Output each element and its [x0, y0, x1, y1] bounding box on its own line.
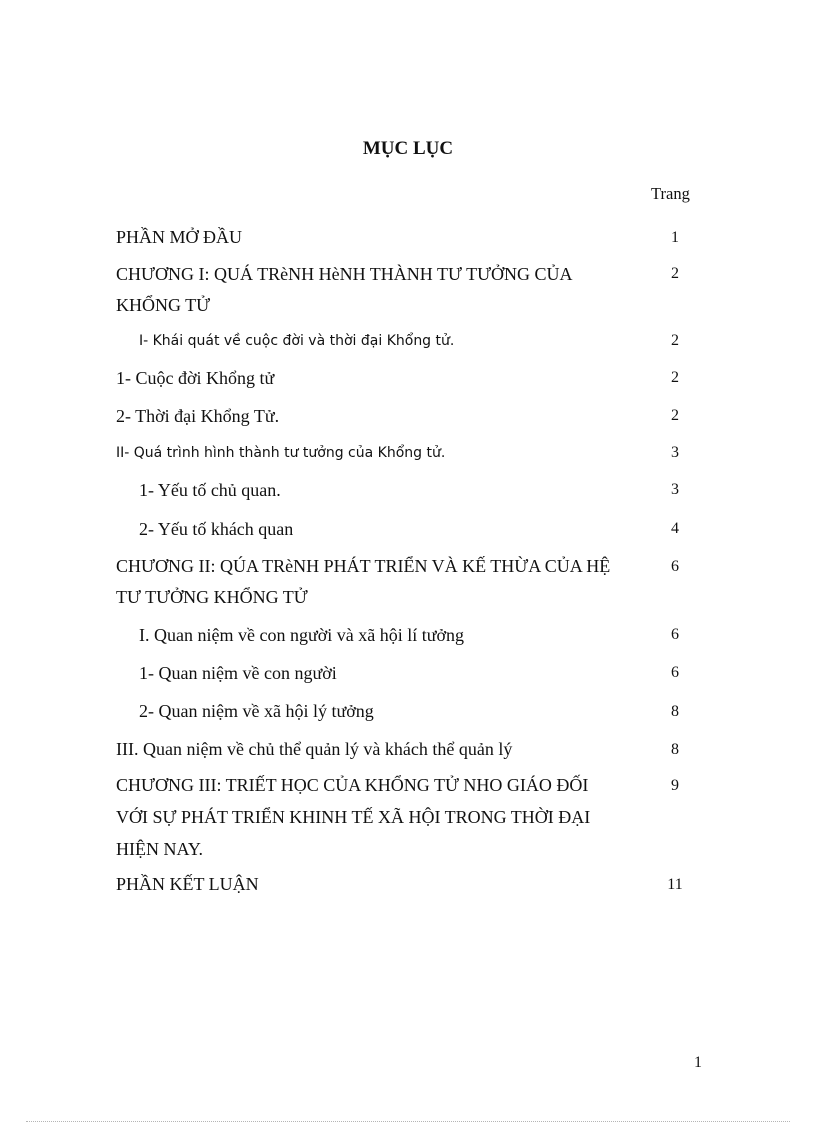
toc-entry-page: 2: [671, 332, 679, 349]
toc-entry-page: 9: [671, 777, 679, 794]
toc-entry-text: VỚI SỰ PHÁT TRIỂN KHINH TẾ XÃ HỘI TRONG THỜI ĐẠI: [116, 807, 591, 827]
toc-entry-page: 8: [671, 703, 679, 720]
toc-entry-page: 3: [671, 444, 679, 461]
toc-entry-text: TƯ TƯỞNG KHỔNG TỬ: [116, 587, 308, 607]
toc-entry-page: 6: [671, 558, 679, 575]
toc-entry-page: 11: [667, 876, 683, 893]
toc-entry-page: 2: [671, 369, 679, 386]
toc-entry-page: 8: [671, 741, 679, 758]
toc-entry-text: I. Quan niệm về con người và xã hội lí tưởng: [139, 625, 464, 645]
toc-entry-text: 2- Thời đại Khổng Tử.: [116, 406, 280, 426]
toc-entry-text: II- Quá trình hình thành tư tưởng của Khổng tử.: [116, 445, 446, 461]
toc-title: MỤC LỤC: [362, 138, 454, 159]
toc-entry-text: 2- Quan niệm về xã hội lý tưởng: [139, 701, 374, 721]
toc-entry-text: 2- Yếu tố khách quan: [139, 519, 294, 539]
toc-entry-text: HIỆN NAY.: [116, 839, 204, 859]
toc-entry-page: 2: [671, 407, 679, 424]
page-column-header: Trang: [651, 184, 690, 203]
toc-entry-page: 6: [671, 664, 679, 681]
toc-entry-text: CHƯƠNG III: TRIẾT HỌC CỦA KHỔNG TỬ NHO GIÁO ĐỐI: [116, 775, 589, 795]
toc-entry-text: CHƯƠNG I: QUÁ TRèNH HèNH THÀNH TƯ TƯỞNG CỦA: [116, 264, 573, 284]
page-bottom-divider: [26, 1121, 790, 1122]
toc-entry-text: PHẦN KẾT LUẬN: [116, 874, 259, 894]
toc-entry-page: 6: [671, 626, 679, 643]
toc-entry-text: I- Khái quát về cuộc đời và thời đại Khổng tử.: [139, 333, 455, 349]
toc-entry-text: III. Quan niệm về chủ thể quản lý và khách thể quản lý: [116, 739, 513, 759]
toc-entry-text: CHƯƠNG II: QÚA TRèNH PHÁT TRIỂN VÀ KẾ THỪA CỦA HỆ: [116, 556, 611, 576]
page-number: 1: [694, 1054, 702, 1071]
toc-entry-text: 1- Cuộc đời Khổng tử: [116, 368, 275, 388]
toc-entry-text: PHẦN MỞ ĐẦU: [116, 227, 243, 247]
toc-entry-text: KHỔNG TỬ: [116, 295, 211, 315]
toc-entry-page: 4: [671, 520, 679, 537]
toc-entry-page: 3: [671, 481, 679, 498]
toc-entry-page: 2: [671, 265, 679, 282]
toc-entry-text: 1- Yếu tố chủ quan.: [139, 480, 281, 500]
toc-entry-page: 1: [671, 229, 679, 246]
toc-entry-text: 1- Quan niệm về con người: [139, 663, 337, 683]
